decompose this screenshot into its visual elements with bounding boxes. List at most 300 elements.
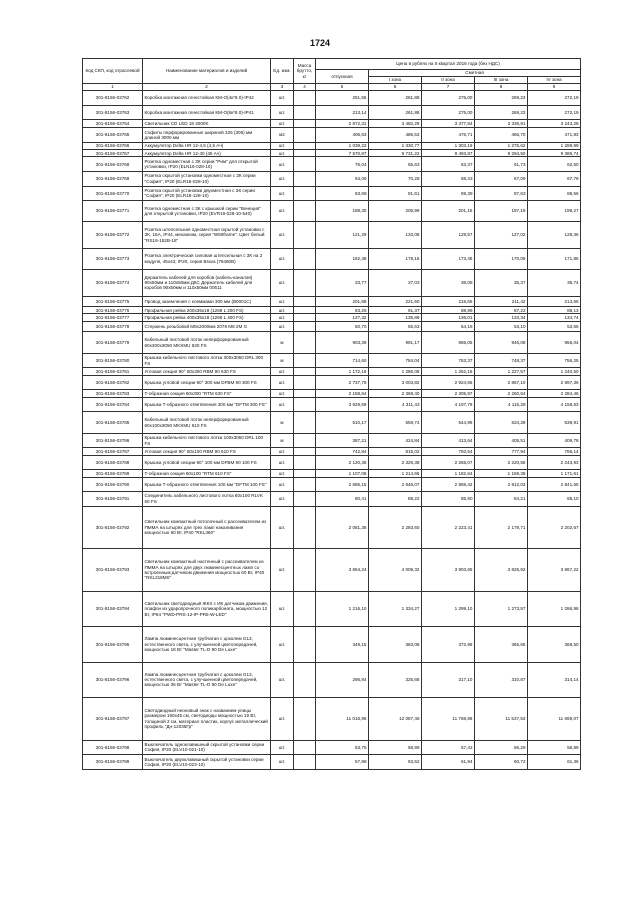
row-release-price: 510,17 [316,412,369,434]
row-zone-4-price: 4 158,63 [528,397,581,412]
row-zone-4-price: 9 386,74 [528,150,581,157]
row-mass [294,549,316,592]
row-code: 301-8156-03791 [83,492,143,507]
row-name: Крышка Т-образного ответвления 300 мм "DFTM 300 FS" [143,397,271,412]
row-zone-4-price: 369,50 [528,627,581,662]
row-zone-2-price: 9 493,87 [422,150,475,157]
row-code: 301-8156-03794 [83,591,143,626]
row-code: 301-8156-03789 [83,470,143,477]
row-zone-3-price: 133,34 [475,314,528,321]
row-release-price: 53,75 [316,740,369,755]
row-code: 301-8156-03776 [83,307,143,314]
row-mass [294,697,316,740]
row-zone-3-price: 310,87 [475,662,528,697]
row-zone-4-price: 3 243,28 [528,120,581,128]
row-mass [294,269,316,296]
row-zone-3-price: 11 537,53 [475,697,528,740]
row-release-price: 742,84 [316,448,369,455]
row-release-price: 2 158,64 [316,390,369,397]
row-release-price: 127,32 [316,314,369,321]
table-row [83,506,581,549]
row-zone-4-price: 2 202,67 [528,506,581,549]
row-zone-2-price: 57,42 [422,740,475,755]
row-zone-3-price: 3 826,92 [475,549,528,592]
table-row [83,477,581,492]
row-unit: м [271,332,294,354]
header-zone-4: IV зона [528,77,581,84]
row-mass [294,150,316,157]
row-unit: шт. [271,397,294,412]
row-zone-2-price: 68,43 [422,172,475,187]
row-code: 301-8156-03769 [83,172,143,187]
table-row [83,332,581,354]
row-mass [294,455,316,470]
row-name: Крышка угловой секции 90° 300 мм DFBM 90 300 FS [143,375,271,390]
row-zone-4-price: 61,36 [528,755,581,770]
row-zone-2-price: 2 868,42 [422,477,475,492]
row-release-price: 80,41 [316,492,369,507]
row-release-price: 57,98 [316,755,369,770]
row-zone-1-price: 63,62 [369,755,422,770]
table-row [83,397,581,412]
row-name: Розетка электрическая силовая штепсельная с ЗК на 2 модуля, 45х43, IP20, серия Brava (76480B) [143,248,271,269]
row-code: 301-8156-03782 [83,375,143,390]
column-number: 1 [83,84,143,91]
row-unit: шт. [271,307,294,314]
row-unit: шт. [271,368,294,375]
row-name: Коробка монтажная огнестойкая КМ-О(8к*8.0)-IP41 [143,105,271,120]
row-zone-2-price: 129,57 [422,221,475,248]
row-code: 301-8156-03785 [83,412,143,434]
row-release-price: 3 654,24 [316,549,369,592]
column-number: 7 [422,84,475,91]
row-zone-3-price: 53,10 [475,321,528,331]
row-zone-2-price: 11 768,88 [422,697,475,740]
table-row [83,269,581,296]
row-release-price: 50,70 [316,321,369,331]
row-zone-2-price: 372,98 [422,627,475,662]
row-name: Розетка скрытой установки одноместная с ЗК серии "София", IP20 (ELR16-028-10) [143,172,271,187]
row-zone-3-price: 60,72 [475,755,528,770]
row-release-price: 162,38 [316,248,369,269]
row-zone-4-price: 53,66 [528,321,581,331]
row-zone-3-price: 127,02 [475,221,528,248]
header-zone-1: I зона [369,77,422,84]
row-name: Кабельный листовой лоток неперфорированный 60х100х3050 MKSMU 610 FS [143,412,271,434]
row-release-price: 387,21 [316,433,369,448]
row-zone-2-price: 275,00 [422,91,475,106]
row-zone-3-price: 365,65 [475,627,528,662]
column-number: 5 [316,84,369,91]
row-zone-1-price: 221,50 [369,296,422,306]
row-zone-1-price: 1 334,27 [369,591,422,626]
row-code: 301-8156-03775 [83,296,143,306]
table-row [83,549,581,592]
table-row [83,375,581,390]
row-zone-2-price: 1 252,18 [422,368,475,375]
row-zone-4-price: 128,36 [528,221,581,248]
row-zone-2-price: 85,90 [422,492,475,507]
row-zone-1-price: 58,99 [369,740,422,755]
row-code: 301-8156-03771 [83,201,143,222]
row-mass [294,627,316,662]
row-zone-1-price: 815,02 [369,448,422,455]
row-zone-3-price: 61,73 [475,157,528,172]
row-release-price: 2 120,35 [316,455,369,470]
table-row [83,307,581,314]
row-code: 301-8156-03765 [83,128,143,143]
row-zone-4-price: 134,74 [528,314,581,321]
row-zone-2-price: 275,00 [422,105,475,120]
row-mass [294,390,316,397]
table-row [83,314,581,321]
row-zone-4-price: 471,83 [528,128,581,143]
row-name: Профильная рейка 400х35х18 (1268 L 400 FS) [143,314,271,321]
row-zone-2-price: 1 182,64 [422,470,475,477]
column-number: 6 [369,84,422,91]
row-code: 301-8156-03770 [83,186,143,201]
row-zone-3-price: 67,09 [475,172,528,187]
row-zone-2-price: 173,46 [422,248,475,269]
row-mass [294,321,316,331]
row-release-price: 903,39 [316,332,369,354]
row-zone-3-price: 3 336,91 [475,120,528,128]
row-zone-1-price: 2 946,07 [369,477,422,492]
row-unit: шт. [271,172,294,187]
row-zone-2-price: 136,01 [422,314,475,321]
row-zone-1-price: 1 214,65 [369,470,422,477]
row-zone-1-price: 12 087,46 [369,697,422,740]
row-mass [294,172,316,187]
row-release-price: 83,25 [316,307,369,314]
table-row [83,150,581,157]
row-release-price: 76,04 [316,157,369,172]
row-release-price: 1 039,23 [316,142,369,149]
table-row [83,296,581,306]
page-number: 1724 [309,38,331,48]
row-zone-1-price: 88,22 [369,492,422,507]
row-zone-2-price: 36,08 [422,269,475,296]
row-unit: шт. [271,506,294,549]
row-code: 301-8156-03778 [83,321,143,331]
row-zone-2-price: 544,99 [422,412,475,434]
row-zone-1-price: 261,88 [369,91,422,106]
row-code: 301-8156-03762 [83,91,143,106]
row-zone-3-price: 9 294,50 [475,150,528,157]
row-mass [294,412,316,434]
row-zone-1-price: 261,88 [369,105,422,120]
row-name: Выключатель одноклавишный скрытой установки серии София, IP20 (ELV10-021-10) [143,740,271,755]
table-row [83,697,581,740]
column-number: 2 [143,84,271,91]
row-name: Розетка штепсельная одноместная скрытой установки с ЗК, 16А, IP44, механизм, серия "W59frame". Цвет белый "RS16-152B-18" [143,221,271,248]
row-name: Крышка Т-образного ответвления 100 мм "DFTM 100 FS" [143,477,271,492]
row-zone-1-price: 325,68 [369,662,422,697]
row-name: Т-образная секция 60х100 "RTM 610 FS" [143,470,271,477]
row-zone-4-price: 35,74 [528,269,581,296]
row-name: Аккумулятор Delta HR 12-4,5 (4,5 Ач) [143,142,271,149]
row-code: 301-8156-03772 [83,221,143,248]
row-name: Аккумулятор Delta HR 12-40 (45 Ач) [143,150,271,157]
row-name: Лампа люминесцентная трубчатая с цоколем G13, естественного света, с улучшенной цветопередачей, мощностью 36 Вт "Master TL-D 90 De Luxe" [143,662,271,697]
table-row [83,662,581,697]
table-row [83,321,581,331]
table-row [83,172,581,187]
row-zone-1-price: 91,61 [369,186,422,201]
row-unit: шт. [271,477,294,492]
row-mass [294,186,316,201]
row-name: Кабельный листовой лоток неперфорированный 60х300х3050 MKSMU 630 FS [143,332,271,354]
row-name: Светильник компактный настенный с рассеивателем из ПММА на штырях для двух люминесцентных ламп со встроенным датчиком движения мощностью 60 Вт, IP40 "RKL218MS" [143,549,271,592]
row-zone-1-price: 133,08 [369,221,422,248]
price-table [82,58,581,770]
table-row [83,201,581,222]
row-release-price: 121,29 [316,221,369,248]
row-zone-4-price: 3 867,22 [528,549,581,592]
row-name: Коробка монтажная огнестойкая КМ-О(4к*8.0)-IP42 [143,91,271,106]
row-zone-3-price: 2 179,71 [475,506,528,549]
row-code: 301-8156-03780 [83,353,143,368]
row-code: 301-8156-03764 [83,120,143,128]
table-row [83,368,581,375]
row-unit: шт. [271,448,294,455]
row-release-price: 2 081,36 [316,506,369,549]
table-row [83,353,581,368]
row-mass [294,433,316,448]
table-row [83,755,581,770]
row-zone-3-price: 87,63 [475,186,528,201]
table-row [83,627,581,662]
header-mass: Масса брутто, кг [294,59,316,84]
row-name: Светодиодный неоновый знак с названием улицы размером 160х45 см, светодиоды мощностью 19 Вт, толщиной 2 см, материал пластик, корпус металлический профиль "Дн-12035Гр" [143,697,271,740]
row-code: 301-8156-03767 [83,150,143,157]
row-name: Розетка одноместная с ЗК с крышкой серии "Венеция" для открытой установки, IP20 (EVR16-029-10-540) [143,201,271,222]
row-release-price: 201,88 [316,296,369,306]
header-name: Наименование материалов и изделий [143,59,271,84]
row-name: Выключатель двухклавишный скрытой установки серии София, IP20 (ELV10-023-10) [143,755,271,770]
row-release-price: 7 570,87 [316,150,369,157]
row-zone-4-price: 1 286,98 [528,591,581,626]
row-release-price: 349,15 [316,627,369,662]
row-zone-4-price: 272,19 [528,91,581,106]
row-name: Стержень резьбовой М8х2000мм 2078 M8 2M G [143,321,271,331]
row-mass [294,332,316,354]
row-release-price: 406,53 [316,128,369,143]
row-zone-2-price: 3 903,65 [422,549,475,592]
table-row [83,455,581,470]
row-zone-2-price: 2 265,07 [422,455,475,470]
row-zone-3-price: 269,23 [475,91,528,106]
row-zone-2-price: 317,10 [422,662,475,697]
row-unit: шт. [271,314,294,321]
row-unit: шт. [271,321,294,331]
row-code: 301-8156-03798 [83,740,143,755]
row-zone-2-price: 89,39 [422,186,475,201]
row-mass [294,477,316,492]
row-release-price: 1 107,08 [316,470,369,477]
row-release-price: 213,14 [316,105,369,120]
table-row [83,221,581,248]
row-code: 301-8156-03797 [83,697,143,740]
row-zone-2-price: 88,96 [422,307,475,314]
row-zone-1-price: 1 330,77 [369,142,422,149]
row-unit: м [271,353,294,368]
row-zone-3-price: 197,19 [475,201,528,222]
row-name: Розетка скрытой установки двухместная с ЗК серии "София", IP20 (ELR16-128-10) [143,186,271,201]
row-release-price: 251,55 [316,91,369,106]
row-zone-1-price: 135,89 [369,314,422,321]
table-row [83,740,581,755]
row-zone-2-price: 61,94 [422,755,475,770]
row-code: 301-8156-03768 [83,157,143,172]
row-zone-2-price: 4 197,79 [422,397,475,412]
row-mass [294,221,316,248]
row-mass [294,448,316,455]
row-zone-4-price: 1 240,50 [528,368,581,375]
row-zone-1-price: 9 731,22 [369,150,422,157]
row-release-price: 11 016,95 [316,697,369,740]
row-zone-2-price: 54,16 [422,321,475,331]
row-name: Розетка одноместная с ЗК серии "Рим" для открытой установки, IP20 (ELN16-028-10) [143,157,271,172]
row-zone-3-price: 946,08 [475,332,528,354]
row-code: 301-8156-03792 [83,506,143,549]
row-zone-2-price: 1 299,10 [422,591,475,626]
row-zone-1-price: 424,84 [369,433,422,448]
row-zone-1-price: 55,63 [369,321,422,331]
row-zone-2-price: 965,05 [422,332,475,354]
row-mass [294,368,316,375]
row-zone-4-price: 2 897,36 [528,375,581,390]
row-zone-1-price: 3 482,29 [369,120,422,128]
column-number: 4 [294,84,316,91]
row-zone-3-price: 1 275,62 [475,142,528,149]
column-numbers-row [83,84,581,91]
row-zone-4-price: 171,85 [528,248,581,269]
row-release-price: 714,60 [316,353,369,368]
row-zone-4-price: 2 284,46 [528,390,581,397]
table-row [83,390,581,397]
row-zone-4-price: 11 659,07 [528,697,581,740]
row-mass [294,314,316,321]
row-unit: шт. [271,91,294,106]
row-name: Светильник компактный потолочный с рассеивателем из ПММА на штырях для трех ламп накаливания мощностью 60 Вт, IP40 "RKL360" [143,506,271,549]
row-zone-4-price: 2 243,93 [528,455,581,470]
row-unit: шт. [271,142,294,149]
row-zone-3-price: 2 812,03 [475,477,528,492]
row-zone-1-price: 205,99 [369,201,422,222]
row-mass [294,120,316,128]
row-unit: шт. [271,492,294,507]
row-code: 301-8156-03795 [83,627,143,662]
column-number: 9 [528,84,581,91]
row-unit: шт. [271,150,294,157]
row-release-price: 1 216,10 [316,591,369,626]
row-mass [294,506,316,549]
column-number: 3 [271,84,294,91]
row-mass [294,296,316,306]
row-code: 301-8156-03774 [83,269,143,296]
row-zone-3-price: 35,37 [475,269,528,296]
row-zone-1-price: 4 311,43 [369,397,422,412]
table-row [83,105,581,120]
row-name: Т-образная секция 60х300 "RTM 630 FS" [143,390,271,397]
row-unit: шт. [271,375,294,390]
row-unit: шт. [271,390,294,397]
row-code: 301-8156-03766 [83,142,143,149]
header-estimate: Сметная [369,70,581,77]
row-zone-2-price: 215,65 [422,296,475,306]
row-zone-3-price: 777,94 [475,448,528,455]
row-code: 301-8156-03786 [83,433,143,448]
row-zone-4-price: 199,27 [528,201,581,222]
table-row [83,470,581,477]
row-mass [294,353,316,368]
table-row [83,91,581,106]
row-zone-4-price: 56,89 [528,740,581,755]
row-zone-2-price: 3 377,84 [422,120,475,128]
row-zone-1-price: 991,17 [369,332,422,354]
row-release-price: 2 737,79 [316,375,369,390]
row-zone-3-price: 1 159,39 [475,470,528,477]
row-name: Крышка угловой секции 90° 100 мм DFBM 90 100 FS [143,455,271,470]
row-release-price: 64,06 [316,172,369,187]
row-mass [294,105,316,120]
table-row [83,186,581,201]
row-zone-2-price: 2 223,41 [422,506,475,549]
row-zone-4-price: 272,19 [528,105,581,120]
row-zone-1-price: 70,28 [369,172,422,187]
row-zone-1-price: 784,04 [369,353,422,368]
row-zone-4-price: 88,13 [528,307,581,314]
row-unit: шт. [271,470,294,477]
row-release-price: 2 872,31 [316,120,369,128]
row-code: 301-8156-03783 [83,390,143,397]
row-name: Лампа люминесцентная трубчатая с цоколем G13, естественного света, с улучшенной цветопередачей, мощностью 18 Вт "Master TL-D 90 De Luxe" [143,627,271,662]
row-zone-3-price: 1 227,57 [475,368,528,375]
row-code: 301-8156-03793 [83,549,143,592]
row-zone-1-price: 65,63 [369,157,422,172]
row-code: 301-8156-03773 [83,248,143,269]
row-mass [294,492,316,507]
row-release-price: 188,30 [316,201,369,222]
row-release-price: 296,84 [316,662,369,697]
header-code: Код СКП, код отраслевой [83,59,143,84]
row-zone-3-price: 748,37 [475,353,528,368]
row-unit: шт. [271,591,294,626]
row-code: 301-8156-03784 [83,397,143,412]
row-zone-4-price: 62,50 [528,157,581,172]
column-number: 8 [475,84,528,91]
row-unit: шт. [271,186,294,201]
row-unit: шт. [271,269,294,296]
row-zone-3-price: 4 115,28 [475,397,528,412]
row-code: 301-8156-03799 [83,755,143,770]
row-name: Провод заземления с клеммами 300 мм (B0001C) [143,296,271,306]
row-unit: шт. [271,627,294,662]
row-release-price: 1 172,16 [316,368,369,375]
row-zone-3-price: 87,22 [475,307,528,314]
row-mass [294,591,316,626]
row-code: 301-8156-03777 [83,314,143,321]
header-zone-2: II зона [422,77,475,84]
row-name: Светильник CD LED 18 4000K [143,120,271,128]
row-zone-2-price: 476,71 [422,128,475,143]
table-row [83,128,581,143]
row-name: Угловая секция 90° 60х100 RBM 90 610 FS [143,448,271,455]
row-unit: шт. [271,740,294,755]
table-row [83,120,581,128]
row-zone-2-price: 1 303,19 [422,142,475,149]
